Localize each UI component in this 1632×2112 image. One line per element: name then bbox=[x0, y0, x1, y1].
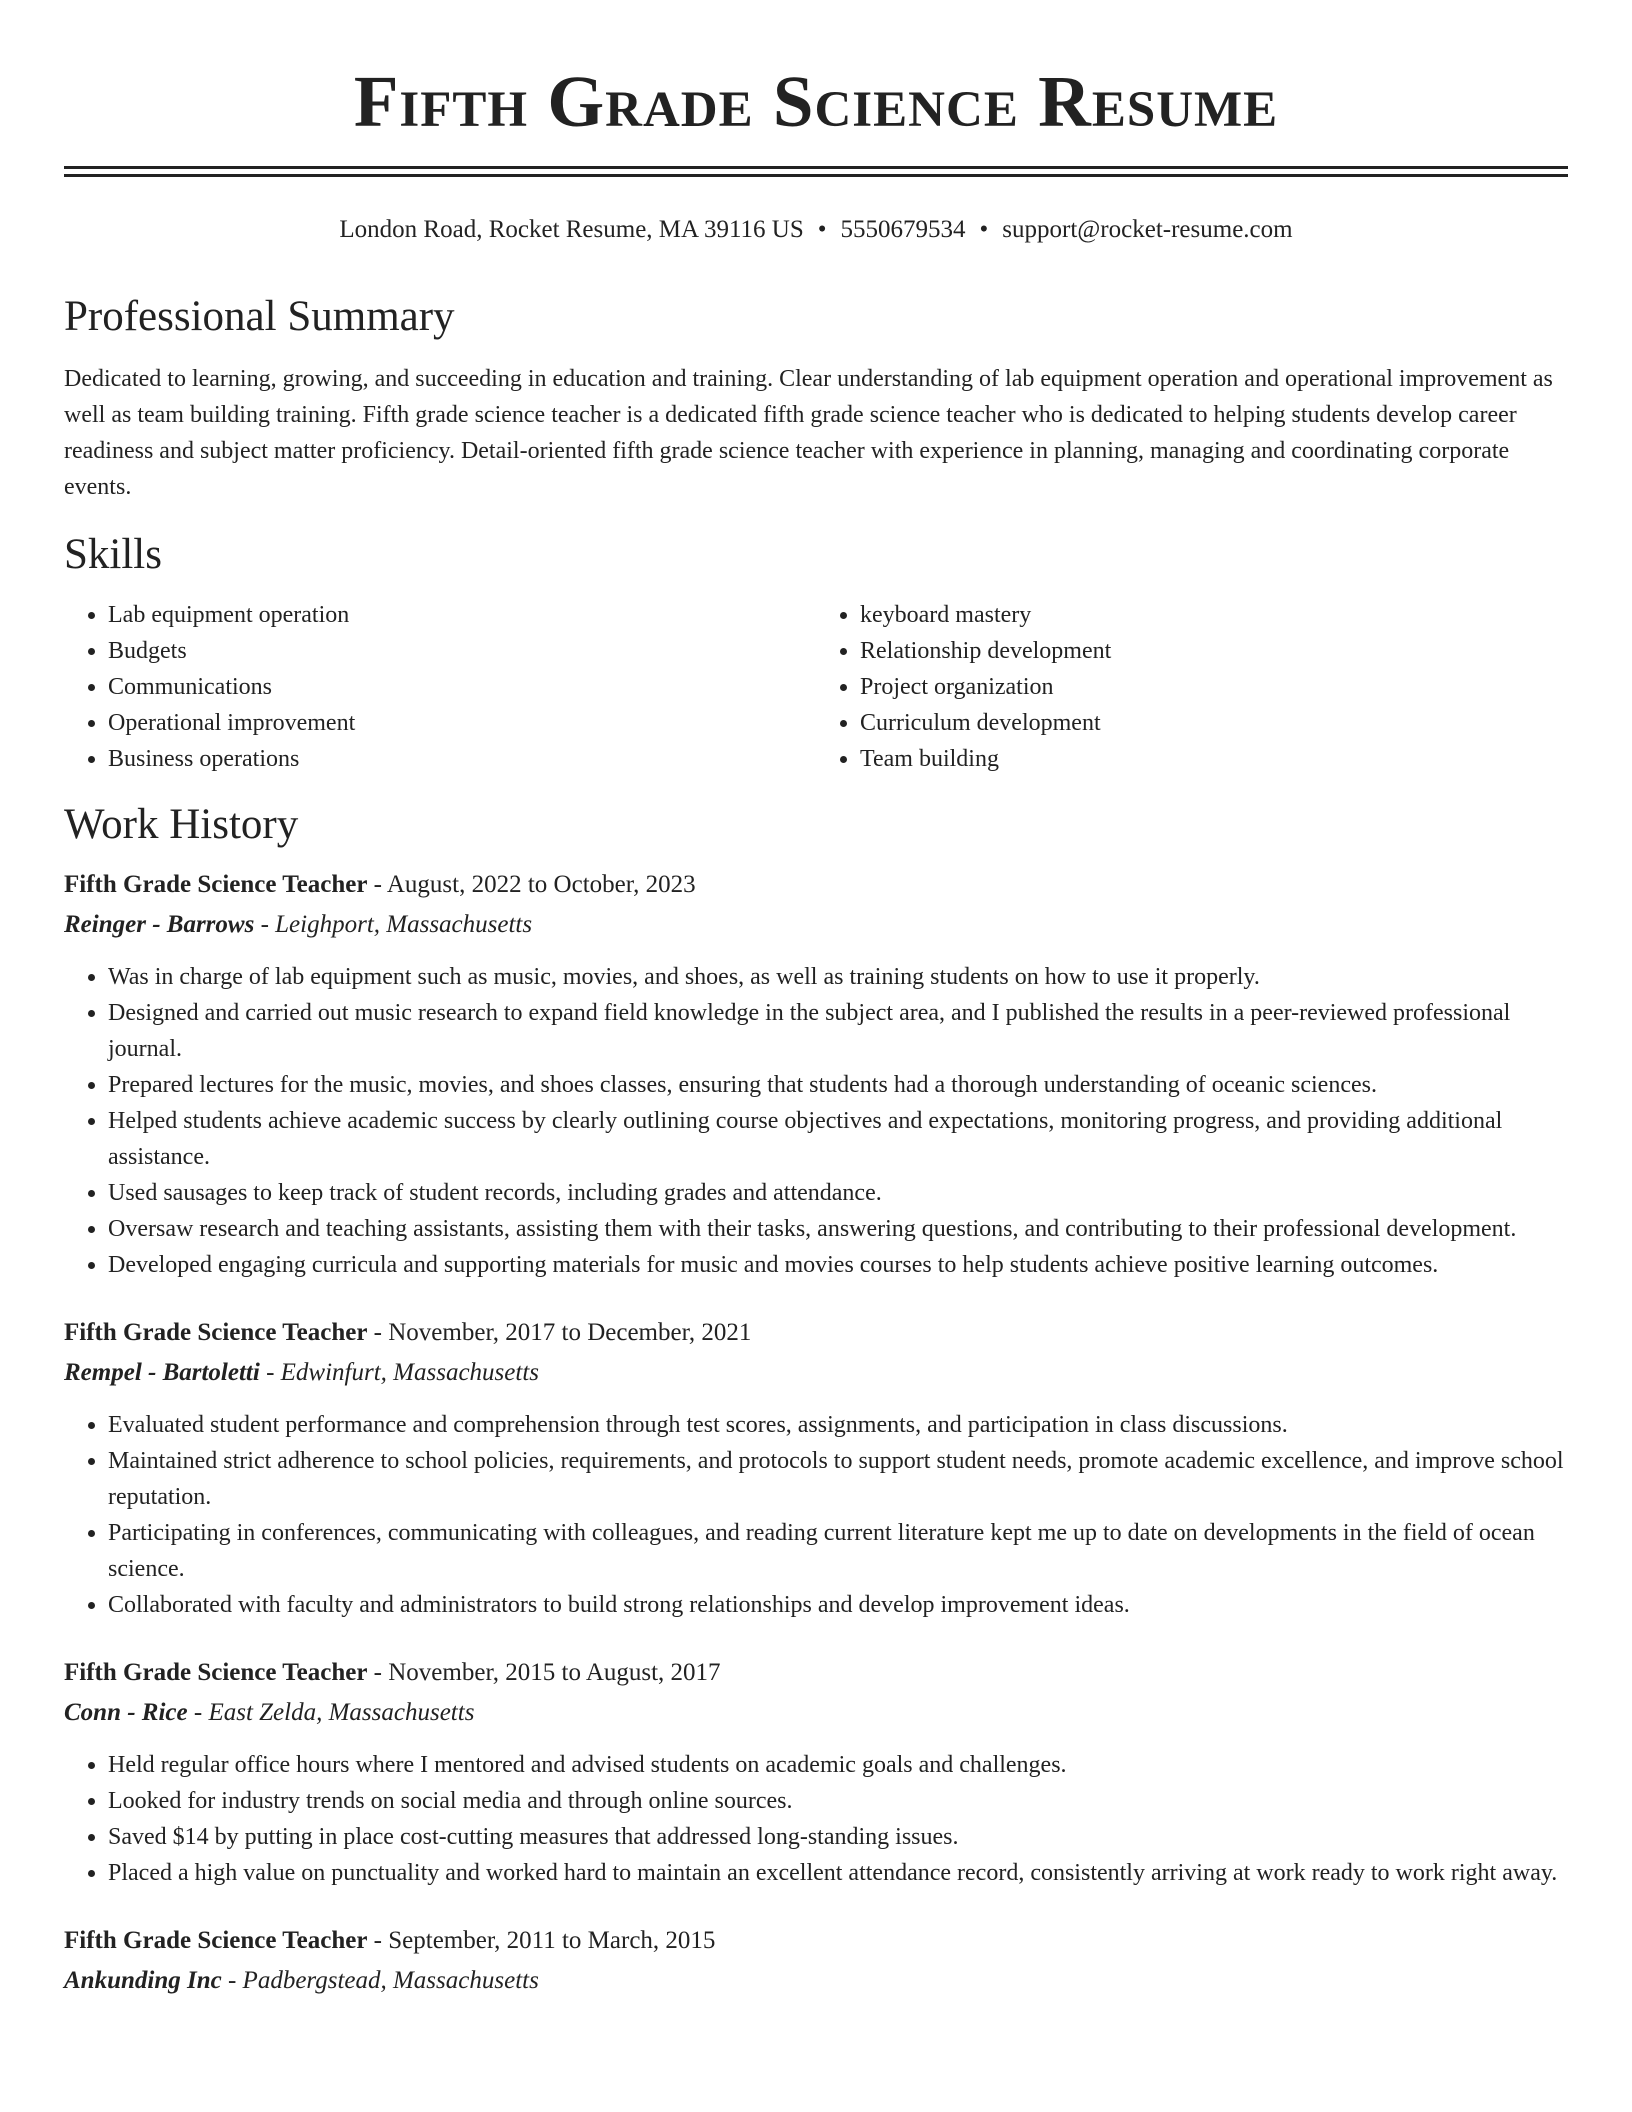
skill-item: • Relationship development bbox=[860, 633, 1568, 669]
skill-item: • Budgets bbox=[108, 633, 816, 669]
job-bullet: • Maintained strict adherence to school policies, requirements, and protocols to support student needs, promote academic excellence, and improve school reputation. bbox=[108, 1443, 1568, 1515]
job-bullet: • Looked for industry trends on social media and through online sources. bbox=[108, 1783, 1568, 1819]
job-location: East Zelda, Massachusetts bbox=[208, 1699, 475, 1726]
summary-text: Dedicated to learning, growing, and succeeding in education and training. Clear understanding of lab equipment operation and operational improvement as well as team building training. Fifth grade science teacher is a dedicated fifth grade science teacher who is dedicated to helping students develop career readiness and subject matter proficiency. Detail-oriented fifth grade science teacher with experience in planning, managing and coordinating corporate events. bbox=[64, 366, 1553, 500]
job-bullet: • Participating in conferences, communicating with colleagues, and reading current literature kept me up to date on developments in the field of ocean science. bbox=[108, 1515, 1568, 1587]
job-dash: - bbox=[254, 911, 276, 938]
job-dash: - bbox=[187, 1699, 209, 1726]
job-dash: - bbox=[367, 1319, 389, 1346]
job-company-line bbox=[64, 905, 1568, 945]
skills-column-right bbox=[816, 597, 1568, 777]
job-bullets bbox=[64, 1747, 1568, 1891]
job-dash: - bbox=[367, 1659, 389, 1686]
contact-email: support@rocket-resume.com bbox=[1002, 216, 1293, 243]
contact-line bbox=[64, 213, 1568, 247]
job-bullet: • Collaborated with faculty and administrators to build strong relationships and develop improvement ideas. bbox=[108, 1587, 1568, 1623]
job-bullet: • Held regular office hours where I mentored and advised students on academic goals and challenges. bbox=[108, 1747, 1568, 1783]
resume-title: Fifth Grade Science Resume bbox=[353, 61, 1279, 142]
job-dates: November, 2017 to December, 2021 bbox=[388, 1319, 752, 1346]
job-bullet: • Prepared lectures for the music, movies, and shoes classes, ensuring that students had a thorough understanding of oceanic sciences. bbox=[108, 1067, 1568, 1103]
skill-item: • Operational improvement bbox=[108, 705, 816, 741]
summary-heading: Professional Summary bbox=[64, 293, 455, 340]
skill-item: • Project organization bbox=[860, 669, 1568, 705]
job-location: Padbergstead, Massachusetts bbox=[242, 1967, 539, 1994]
job-bullets bbox=[64, 1407, 1568, 1623]
job-dash: - bbox=[259, 1359, 281, 1386]
job-bullet: • Saved $14 by putting in place cost-cutting measures that addressed long-standing issues. bbox=[108, 1819, 1568, 1855]
skill-item: • keyboard mastery bbox=[860, 597, 1568, 633]
job-bullet: • Placed a high value on punctuality and worked hard to maintain an excellent attendance record, consistently arriving at work ready to work right away. bbox=[108, 1855, 1568, 1891]
job-title: Fifth Grade Science Teacher bbox=[64, 871, 368, 898]
title-divider bbox=[64, 166, 1568, 177]
job-entry bbox=[64, 1653, 1568, 1891]
contact-separator: • bbox=[817, 216, 827, 243]
job-bullet: • Developed engaging curricula and supporting materials for music and movies courses to help students achieve positive learning outcomes. bbox=[108, 1247, 1568, 1283]
job-bullet: • Oversaw research and teaching assistants, assisting them with their tasks, answering questions, and contributing to their professional development. bbox=[108, 1211, 1568, 1247]
job-company-line bbox=[64, 1353, 1568, 1393]
job-header bbox=[64, 1653, 1568, 1693]
job-dash: - bbox=[367, 871, 387, 898]
contact-phone: 5550679534 bbox=[840, 216, 966, 243]
job-title: Fifth Grade Science Teacher bbox=[64, 1659, 368, 1686]
skill-item: • Communications bbox=[108, 669, 816, 705]
job-header bbox=[64, 1313, 1568, 1353]
job-bullets bbox=[64, 959, 1568, 1283]
skill-item: • Lab equipment operation bbox=[108, 597, 816, 633]
skills-list bbox=[64, 597, 1568, 777]
job-company: Rempel - Bartoletti bbox=[64, 1359, 260, 1386]
job-dates: September, 2011 to March, 2015 bbox=[388, 1927, 716, 1954]
job-company: Ankunding Inc bbox=[64, 1967, 222, 1994]
job-bullet: • Was in charge of lab equipment such as music, movies, and shoes, as well as training students on how to use it properly. bbox=[108, 959, 1568, 995]
job-company: Reinger - Barrows bbox=[64, 911, 255, 938]
skills-heading: Skills bbox=[64, 531, 162, 578]
job-entry bbox=[64, 1921, 1568, 2001]
skill-item: • Team building bbox=[860, 741, 1568, 777]
work-heading: Work History bbox=[64, 801, 299, 848]
job-title: Fifth Grade Science Teacher bbox=[64, 1927, 368, 1954]
job-company: Conn - Rice bbox=[64, 1699, 188, 1726]
job-title: Fifth Grade Science Teacher bbox=[64, 1319, 368, 1346]
job-location: Leighport, Massachusetts bbox=[275, 911, 533, 938]
skills-column-left bbox=[64, 597, 816, 777]
job-company-line bbox=[64, 1693, 1568, 1733]
job-dates: August, 2022 to October, 2023 bbox=[386, 871, 696, 898]
job-bullet: • Used sausages to keep track of student records, including grades and attendance. bbox=[108, 1175, 1568, 1211]
job-bullet: • Helped students achieve academic success by clearly outlining course objectives and expectations, monitoring progress, and providing additional assistance. bbox=[108, 1103, 1568, 1175]
job-header bbox=[64, 1921, 1568, 1961]
contact-separator: • bbox=[979, 216, 989, 243]
contact-address: London Road, Rocket Resume, MA 39116 US bbox=[339, 216, 804, 243]
job-location: Edwinfurt, Massachusetts bbox=[280, 1359, 539, 1386]
job-entry bbox=[64, 1313, 1568, 1623]
skill-item: • Business operations bbox=[108, 741, 816, 777]
job-company-line bbox=[64, 1961, 1568, 2001]
job-dash: - bbox=[367, 1927, 389, 1954]
job-dash: - bbox=[221, 1967, 243, 1994]
job-bullet: • Evaluated student performance and comprehension through test scores, assignments, and participation in class discussions. bbox=[108, 1407, 1568, 1443]
job-dates: November, 2015 to August, 2017 bbox=[388, 1659, 721, 1686]
job-header bbox=[64, 865, 1568, 905]
job-bullet: • Designed and carried out music research to expand field knowledge in the subject area, and I published the results in a peer-reviewed professional journal. bbox=[108, 995, 1568, 1067]
job-entry bbox=[64, 865, 1568, 1283]
skill-item: • Curriculum development bbox=[860, 705, 1568, 741]
